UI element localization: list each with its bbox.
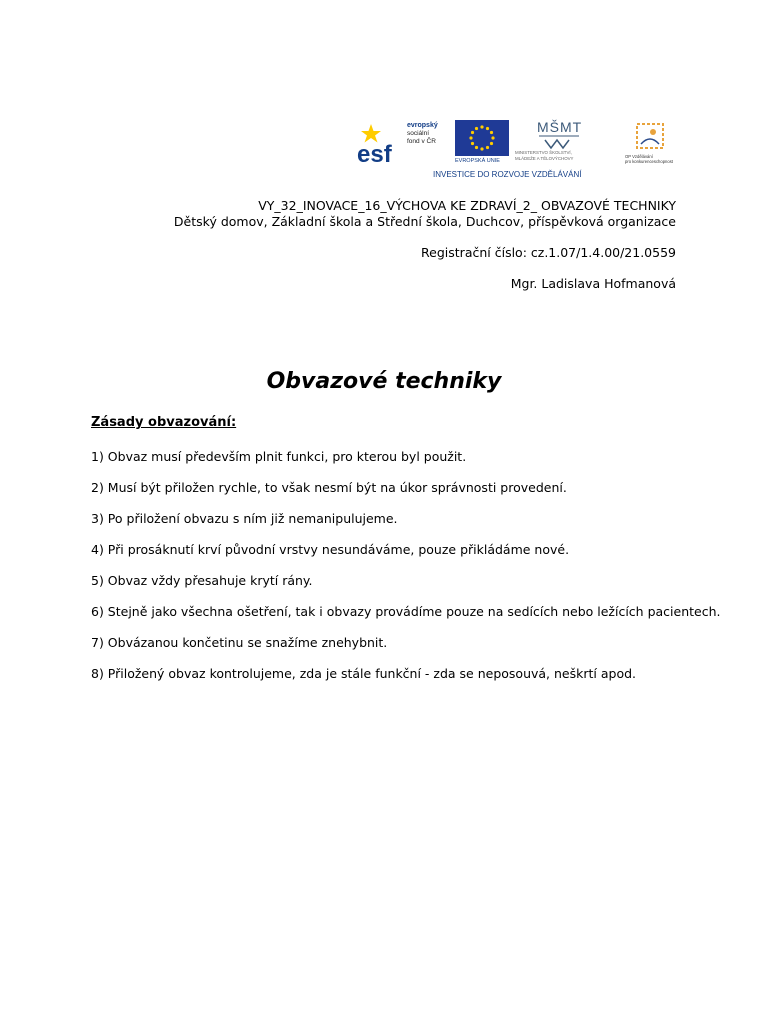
msmt-text (515, 150, 573, 161)
list-item: 4) Při prosáknutí krví původní vrstvy nesundáváme, pouze přikládáme nové. (91, 542, 570, 557)
principles-list (91, 449, 720, 697)
esf-line-2: sociální (407, 130, 430, 137)
logo-strip (357, 118, 677, 182)
esf-logo (357, 120, 449, 164)
msmt-line-2: MLÁDEŽE A TĚLOVÝCHOVY (515, 155, 574, 161)
header-author: Mgr. Ladislava Hofmanová (510, 276, 676, 291)
list-item: 6) Stejně jako všechna ošetření, tak i obvazy provádíme pouze na sedících nebo ležících pacientech. (91, 604, 721, 619)
eu-logo (455, 120, 511, 166)
page-title: Obvazové techniky (266, 369, 502, 394)
esf-mark-text: esf (357, 141, 392, 164)
list-item: 2) Musí být přiložen rychle, to však nesmí být na úkor správnosti provedení. (91, 480, 567, 495)
msmt-mark-text: MŠMT (537, 119, 583, 135)
list-item: 7) Obvázanou končetinu se snažíme znehybnit. (91, 635, 388, 650)
investice-text: INVESTICE DO ROZVOJE VZDĚLÁVÁNÍ (433, 170, 582, 179)
op-text (625, 154, 673, 164)
msmt-mark-icon (535, 118, 585, 150)
esf-mark-icon (357, 120, 407, 164)
header-code: VY_32_INOVACE_16_VÝCHOVA KE ZDRAVÍ_2_ OBVAZOVÉ TECHNIKY (258, 198, 676, 213)
op-logo (625, 120, 677, 166)
msmt-line-1: MINISTERSTVO ŠKOLSTVÍ, (515, 150, 572, 155)
list-item: 5) Obvaz vždy přesahuje krytí rány. (91, 573, 313, 588)
op-line-2: pro konkurenceschopnost (625, 159, 673, 164)
msmt-logo (515, 118, 599, 164)
list-item: 3) Po přiložení obvazu s ním již nemanipulujeme. (91, 511, 398, 526)
eu-flag-icon (455, 120, 509, 156)
op-line-1: OP Vzdělávání (625, 154, 653, 159)
esf-line-1: evropský (407, 122, 438, 129)
esf-text (407, 122, 438, 146)
list-item: 1) Obvaz musí především plnit funkci, pro kterou byl použit. (91, 449, 467, 464)
header-school: Dětský domov, Základní škola a Střední škola, Duchcov, příspěvková organizace (173, 214, 676, 229)
eu-label: EVROPSKÁ UNIE (455, 158, 500, 164)
esf-line-3: fond v ČR (407, 138, 436, 145)
op-mark-icon (629, 120, 671, 154)
header-registration: Registrační číslo: cz.1.07/1.4.00/21.0559 (421, 245, 676, 260)
list-item: 8) Přiložený obvaz kontrolujeme, zda je stále funkční - zda se neposouvá, neškrtí apod. (91, 666, 636, 681)
section-subtitle: Zásady obvazování: (91, 415, 237, 430)
